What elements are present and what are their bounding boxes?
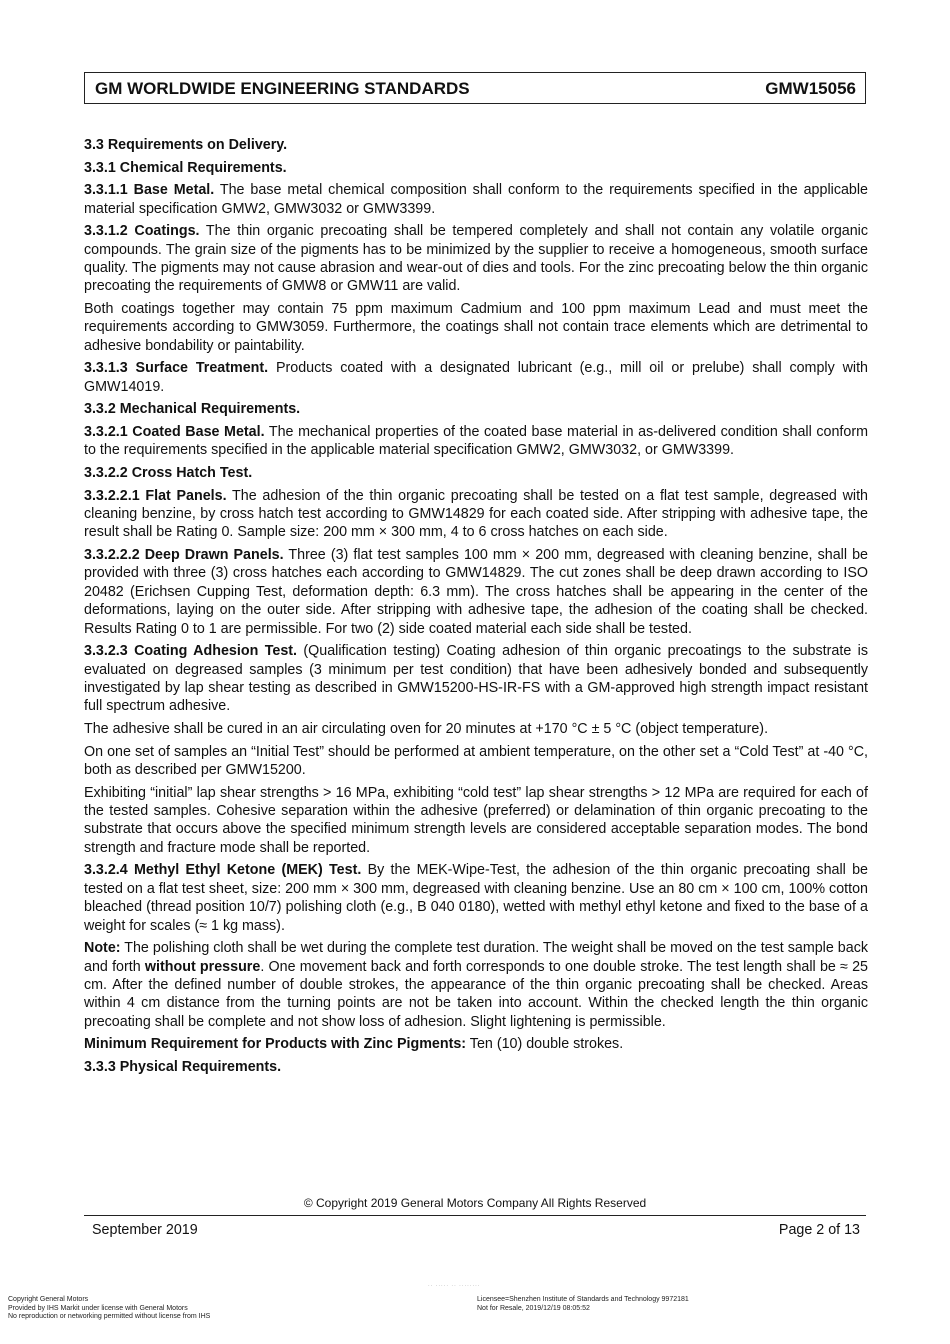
- watermark-dots: ·· ····· ·· ········: [428, 1283, 481, 1289]
- section-heading: 3.3.3 Physical Requirements.: [84, 1059, 282, 1076]
- section-heading: 3.3.2.2 Cross Hatch Test.: [84, 465, 253, 481]
- paragraph: 3.3.1.3 Surface Treatment. Products coated with a designated lubricant (e.g., mill oil or prelube) shall comply with GMW14019.: [84, 360, 868, 395]
- note-paragraph: Note: The polishing cloth shall be wet during the complete test duration. The weight shall be moved on the test sample back and forth without pressure. One movement back and forth corresponds to one double stroke. The test length shall be ≈ 25 cm. After the defined number of double strokes, the appearance of the thin organic precoating shall be checked. Areas within 4 cm distance from the turning points are not be taken into account. Within the checked length the thin organic precoating shall be complete and not show loss of adhesion. Slight lightening is permissible.: [84, 940, 869, 1030]
- paragraph: 3.3.2.3 Coating Adhesion Test. (Qualification testing) Coating adhesion of thin organic precoatings to the substrate is evaluated on degreased samples (3 minimum per test condition) that have been adhesively bonded and subsequently investigated by lap shear testing as described in GMW15200-HS-IR-FS with a GM-approved high strength impact resistant full spectrum adhesive.: [84, 643, 868, 715]
- footer-divider: [84, 1215, 866, 1216]
- paragraph: Exhibiting “initial” lap shear strengths > 16 MPa, exhibiting “cold test” lap shear strengths > 12 MPa are required for each of the tested samples. Cohesive separation within the adhesive (preferred) or delamination of thin organic precoating to the substrate that occurs above the specified minimum strength levels are considered acceptable separation modes. The bond strength and fracture mode shall be reported.: [84, 784, 868, 856]
- section-heading: 3.3.1 Chemical Requirements.: [84, 159, 287, 176]
- license-info-right: Licensee=Shenzhen Institute of Standards and Technology 9972181 Not for Resale, 2019/12/19 08:05:52: [477, 1296, 689, 1312]
- document-body: [84, 136, 868, 1081]
- footer-date: September 2019: [92, 1222, 198, 1238]
- paragraph: 3.3.1.2 Coatings. The thin organic precoating shall be tempered completely and shall not contain any volatile organic compounds. The grain size of the pigments has to be minimized by the supplier to receive a homogeneous, smooth surface quality. The pigments may not cause abrasion and wear-out of dies and tools. For the zinc precoating below the thin organic precoating the requirements of GMW8 or GMW11 are valid.: [84, 223, 868, 295]
- section-heading: 3.3 Requirements on Delivery.: [84, 137, 288, 153]
- paragraph: 3.3.2.1 Coated Base Metal. The mechanical properties of the coated base material in as-delivered condition shall conform to the requirements specified in the applicable material specification GMW2, GMW3032, or GMW3399.: [84, 424, 868, 459]
- document-header: [84, 72, 866, 104]
- license-info-left: Copyright General Motors Provided by IHS Markit under license with General Motors No reproduction or networking permitted without license from IHS: [8, 1296, 211, 1321]
- paragraph: 3.3.2.4 Methyl Ethyl Ketone (MEK) Test. By the MEK-Wipe-Test, the adhesion of the thin organic precoating shall be tested on a flat test sheet, size: 200 mm × 300 mm, degreased with cleaning benzine. Use an 80 cm × 100 cm, 100% cotton bleached (thread position 10/7) polishing cloth (e.g., B 040 0180), wetted with methyl ethyl ketone and fixed to the base of a weight for scales (≈ 1 kg mass).: [84, 862, 868, 934]
- paragraph: 3.3.2.2.1 Flat Panels. The adhesion of the thin organic precoating shall be tested on a flat test sample, degreased with cleaning benzine, by cross hatch test according to GMW14829 for each coated side. After stripping with adhesive tape, the result shall be Rating 0. Sample size: 200 mm × 300 mm, 4 to 6 cross hatches on each side.: [84, 487, 869, 541]
- paragraph: 3.3.1.1 Base Metal. The base metal chemical composition shall conform to the requirements specified in the applicable material specification GMW2, GMW3032 or GMW3399.: [84, 182, 868, 217]
- page-number: Page 2 of 13: [778, 1222, 860, 1238]
- document-id: GMW15056: [765, 79, 856, 98]
- paragraph: On one set of samples an “Initial Test” should be performed at ambient temperature, on the other set a “Cold Test” at -40 °C, both as described per GMW15200.: [84, 743, 868, 779]
- standards-title: GM WORLDWIDE ENGINEERING STANDARDS: [95, 79, 470, 98]
- paragraph: 3.3.2.2.2 Deep Drawn Panels. Three (3) flat test samples 100 mm × 200 mm, degreased with cleaning benzine, shall be provided with three (3) cross hatches each according to GMW14829. The cut zones shall be deep drawn according to ISO 20482 (Erichsen Cupping Test, deformation depth: 6.3 mm). The cross hatches shall be appearing in the center of the deformations, laying on the outer side. After stripping with adhesive tape, the adhesion of the coating shall be checked. Results Rating 0 to 1 are permissible. For two (2) side coated material each side shall be tested.: [84, 547, 868, 637]
- paragraph: Minimum Requirement for Products with Zinc Pigments: Ten (10) double strokes.: [84, 1036, 624, 1053]
- copyright-notice: © Copyright 2019 General Motors Company All Rights Reserved: [303, 1196, 647, 1210]
- section-heading: 3.3.2 Mechanical Requirements.: [84, 401, 301, 418]
- paragraph: Both coatings together may contain 75 ppm maximum Cadmium and 100 ppm maximum Lead and must meet the requirements according to GMW3059. Furthermore, the coatings shall not contain trace elements which are detrimental to adhesive bondability or paintability.: [84, 301, 868, 354]
- paragraph: The adhesive shall be cured in an air circulating oven for 20 minutes at +170 °C ± 5 °C (object temperature).: [84, 721, 769, 738]
